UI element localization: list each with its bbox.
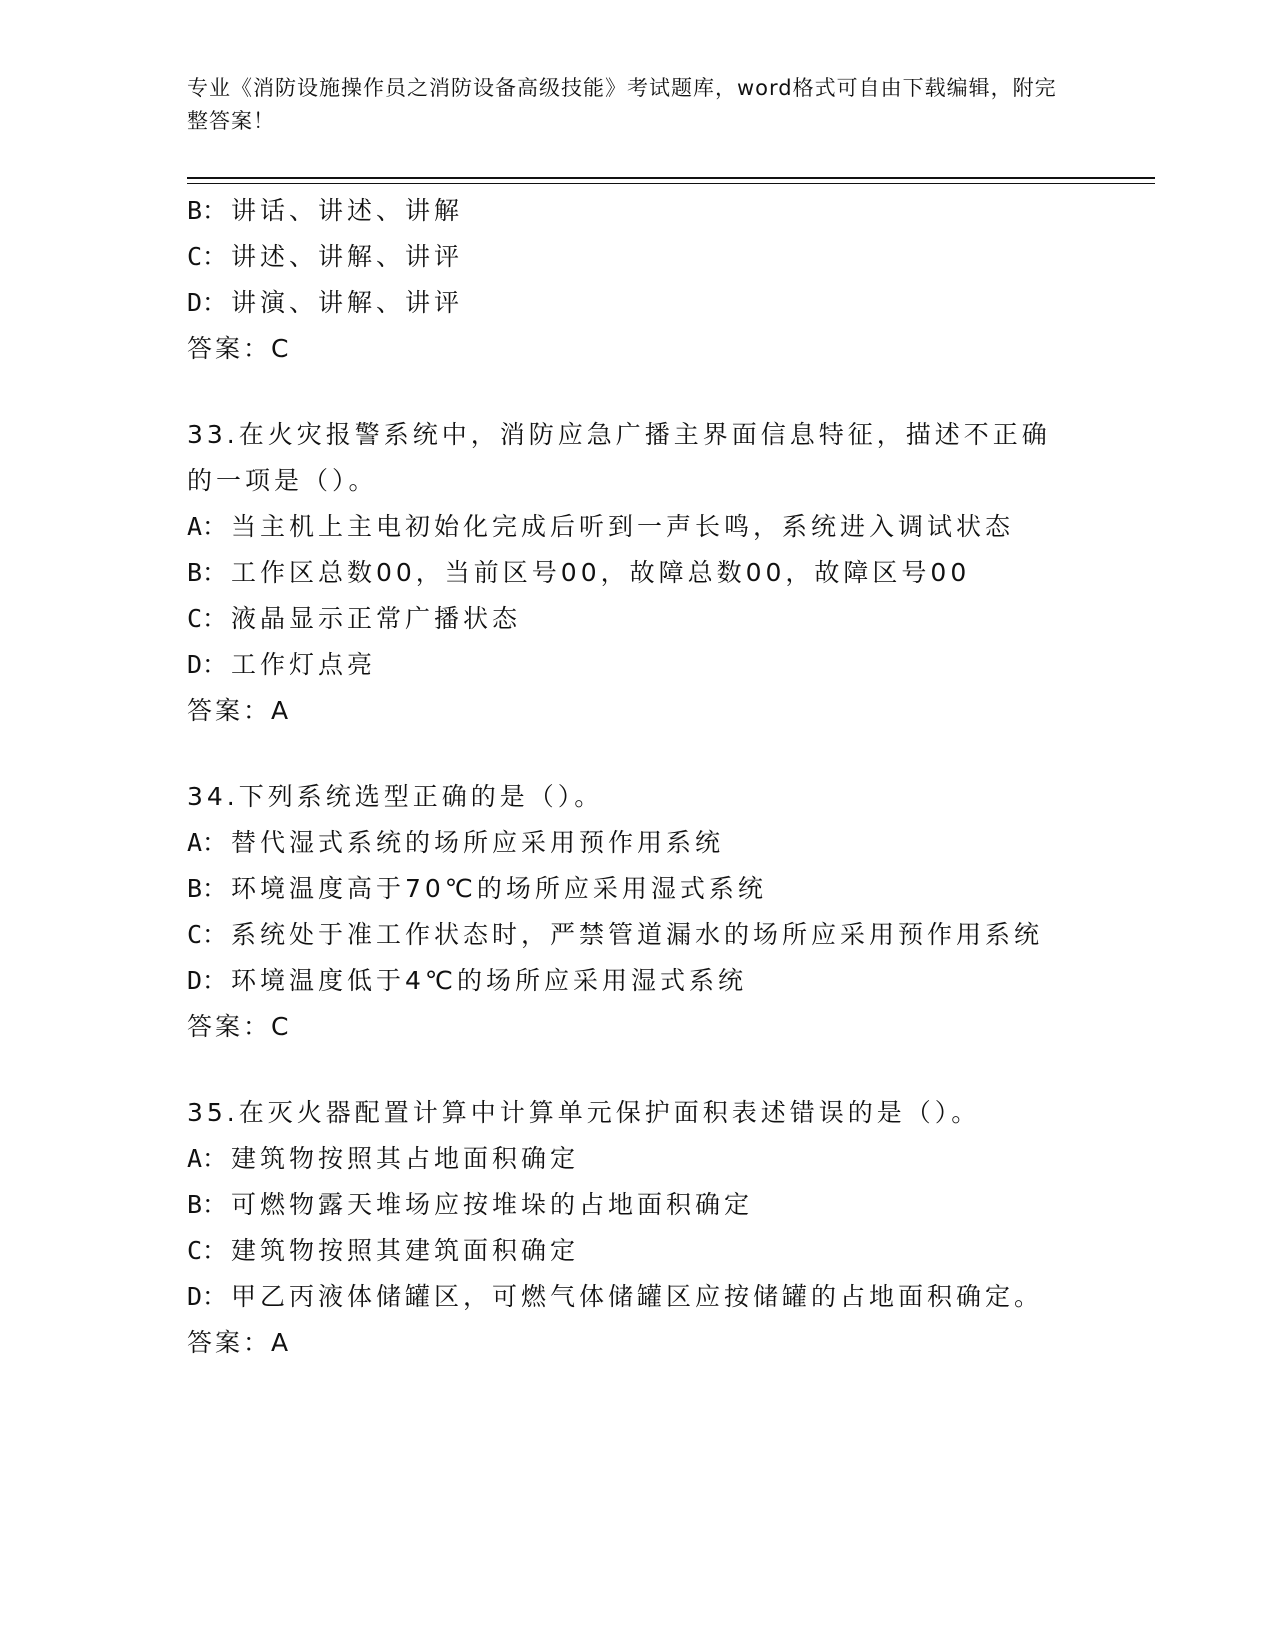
question-continued (187, 188, 1087, 372)
option-text: 环境温度高于70℃的场所应采用湿式系统 (231, 874, 767, 903)
option-row (187, 188, 1087, 234)
option-row (187, 280, 1087, 326)
answer-line: 答案：C (187, 1012, 292, 1041)
option-key: A： (187, 1144, 228, 1173)
option-key: D： (187, 966, 228, 995)
option-text: 替代湿式系统的场所应采用预作用系统 (231, 828, 725, 857)
answer-line: 答案：A (187, 1328, 292, 1357)
option-key: B： (187, 874, 228, 903)
question-title: 35.在灭火器配置计算中计算单元保护面积表述错误的是（）。 (187, 1098, 981, 1127)
question-34 (187, 774, 1087, 1050)
option-key: D： (187, 650, 228, 679)
question-gap (187, 372, 1087, 412)
document-header: 专业《消防设施操作员之消防设备高级技能》考试题库，word格式可自由下载编辑，附完整答案！ (187, 76, 1057, 133)
option-key: A： (187, 828, 228, 857)
option-text: 当主机上主电初始化完成后听到一声长鸣，系统进入调试状态 (231, 512, 1015, 541)
option-row (187, 1182, 1087, 1228)
question-title: 33.在火灾报警系统中，消防应急广播主界面信息特征，描述不正确的一项是（）。 (187, 420, 1051, 495)
option-text: 讲述、讲解、讲评 (231, 242, 464, 271)
option-text: 讲话、讲述、讲解 (231, 196, 464, 225)
option-row (187, 504, 1087, 550)
answer-line: 答案：A (187, 696, 292, 725)
option-key: B： (187, 558, 228, 587)
question-35 (187, 1090, 1087, 1366)
option-key: C： (187, 604, 228, 633)
question-title: 34.下列系统选型正确的是（）。 (187, 782, 604, 811)
option-key: C： (187, 242, 228, 271)
header-divider-thin (187, 183, 1155, 184)
question-gap (187, 1050, 1087, 1090)
option-row (187, 234, 1087, 280)
option-row (187, 866, 1087, 912)
option-text: 系统处于准工作状态时，严禁管道漏水的场所应采用预作用系统 (231, 920, 1044, 949)
option-key: C： (187, 1236, 228, 1265)
option-row (187, 642, 1087, 688)
option-row (187, 1274, 1087, 1320)
header-divider-thick (187, 177, 1155, 179)
option-text: 讲演、讲解、讲评 (231, 288, 464, 317)
option-text: 建筑物按照其建筑面积确定 (231, 1236, 580, 1265)
option-row (187, 958, 1087, 1004)
option-row (187, 550, 1087, 596)
question-list (187, 188, 1087, 1366)
option-text: 可燃物露天堆场应按堆垛的占地面积确定 (231, 1190, 754, 1219)
answer-line: 答案：C (187, 334, 292, 363)
option-row (187, 1228, 1087, 1274)
option-key: B： (187, 196, 228, 225)
option-key: D： (187, 1282, 228, 1311)
option-key: C： (187, 920, 228, 949)
option-text: 工作区总数00，当前区号00，故障总数00，故障区号00 (231, 558, 971, 587)
option-row (187, 1136, 1087, 1182)
question-33 (187, 412, 1087, 734)
option-key: B： (187, 1190, 228, 1219)
option-key: A： (187, 512, 228, 541)
option-text: 工作灯点亮 (231, 650, 377, 679)
option-row (187, 820, 1087, 866)
option-key: D： (187, 288, 228, 317)
question-gap (187, 734, 1087, 774)
option-row (187, 596, 1087, 642)
option-text: 液晶显示正常广播状态 (231, 604, 522, 633)
option-text: 环境温度低于4℃的场所应采用湿式系统 (231, 966, 747, 995)
option-row (187, 912, 1087, 958)
option-text: 甲乙丙液体储罐区，可燃气体储罐区应按储罐的占地面积确定。 (231, 1282, 1044, 1311)
option-text: 建筑物按照其占地面积确定 (231, 1144, 580, 1173)
